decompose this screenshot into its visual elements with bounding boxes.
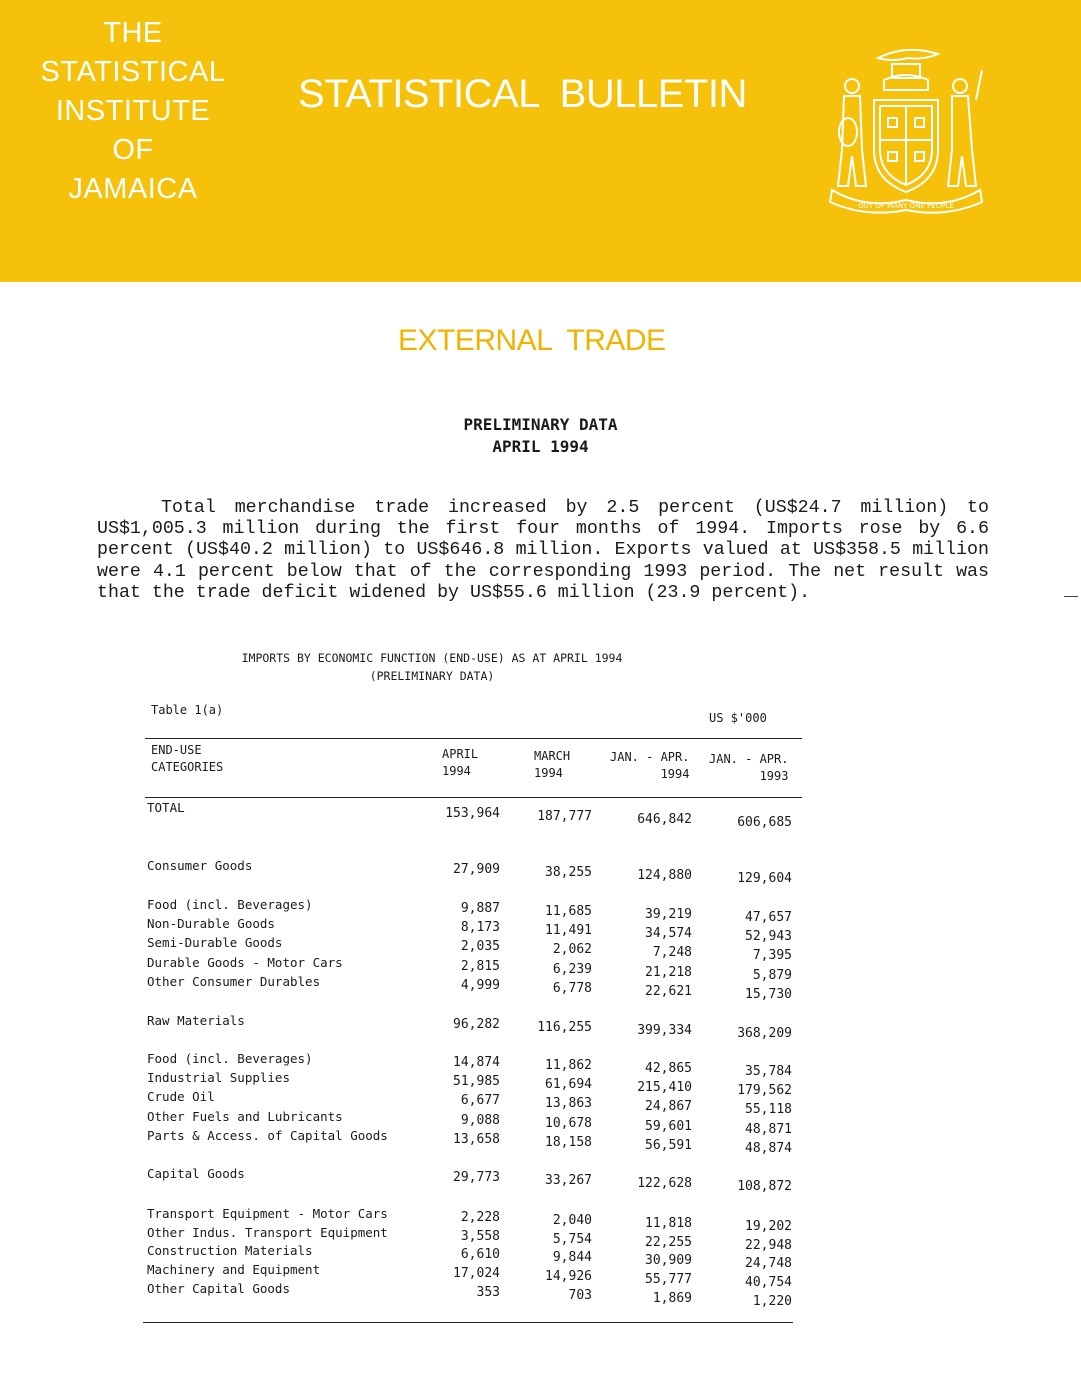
cell-value: 40,754 — [745, 1275, 792, 1290]
cell-value: 24,867 — [645, 1099, 692, 1114]
cell-value: 22,948 — [745, 1238, 792, 1253]
cell-value: 703 — [568, 1288, 592, 1303]
cell-value: 6,610 — [460, 1247, 500, 1262]
header-april-1994 — [442, 746, 478, 780]
cell-value: 22,255 — [645, 1235, 692, 1250]
bulletin-title: STATISTICAL BULLETIN — [298, 72, 747, 116]
cell-value: 2,035 — [460, 939, 500, 954]
header-text: JAN. - APR. — [610, 750, 690, 764]
cell-value: 3,558 — [460, 1229, 500, 1244]
cell-value: 368,209 — [737, 1026, 792, 1041]
row-label: Other Indus. Transport Equipment — [147, 1225, 388, 1240]
header-text: CATEGORIES — [151, 760, 224, 774]
cell-value: 124,880 — [637, 868, 692, 883]
table-top-rule — [145, 738, 802, 739]
preliminary-label: PRELIMINARY DATA — [463, 415, 618, 434]
row-label: Durable Goods - Motor Cars — [147, 955, 343, 970]
cell-value: 6,239 — [552, 962, 592, 977]
cell-value: 52,943 — [745, 929, 792, 944]
header-category — [151, 742, 223, 776]
cell-value: 11,818 — [645, 1216, 692, 1231]
cell-value: 55,777 — [645, 1272, 692, 1287]
cell-value: 7,395 — [752, 948, 792, 963]
cell-value: 29,773 — [453, 1170, 500, 1185]
cell-value: 96,282 — [453, 1017, 500, 1032]
cell-value: 646,842 — [637, 812, 692, 827]
cell-value: 11,491 — [545, 923, 592, 938]
institute-line: OF — [112, 134, 154, 166]
header-text: APRIL — [442, 747, 479, 761]
cell-value: 8,173 — [460, 920, 500, 935]
cell-value: 2,228 — [460, 1210, 500, 1225]
cell-value: 48,874 — [745, 1141, 792, 1156]
row-label: Machinery and Equipment — [147, 1262, 321, 1277]
row-label: Food (incl. Beverages) — [147, 1051, 313, 1066]
header-jan-apr-1993 — [709, 751, 788, 785]
cell-value: 353 — [476, 1285, 500, 1300]
header-text: JAN. - APR. — [709, 752, 789, 766]
row-label: Capital Goods — [147, 1166, 245, 1181]
row-label: Transport Equipment - Motor Cars — [147, 1206, 388, 1221]
cell-value: 153,964 — [445, 806, 500, 821]
cell-value: 6,778 — [552, 981, 592, 996]
row-label: Parts & Access. of Capital Goods — [147, 1128, 388, 1143]
institute-line: THE — [103, 17, 163, 49]
cell-value: 11,685 — [545, 904, 592, 919]
cell-value: 15,730 — [745, 987, 792, 1002]
page-edge-mark — [1064, 596, 1078, 597]
header-text: 1994 — [660, 767, 690, 781]
header-text: MARCH — [534, 749, 571, 763]
cell-value: 122,628 — [637, 1176, 692, 1191]
cell-value: 51,985 — [453, 1074, 500, 1089]
cell-value: 399,334 — [637, 1023, 692, 1038]
cell-value: 215,410 — [637, 1080, 692, 1095]
cell-value: 59,601 — [645, 1119, 692, 1134]
row-label: Other Capital Goods — [147, 1281, 290, 1296]
row-label: Non-Durable Goods — [147, 916, 275, 931]
cell-value: 4,999 — [460, 978, 500, 993]
row-label: Other Consumer Durables — [147, 974, 321, 989]
table-subcaption: (PRELIMINARY DATA) — [369, 669, 495, 683]
cell-value: 35,784 — [745, 1064, 792, 1079]
coat-of-arms-icon — [826, 40, 986, 215]
cell-value: 27,909 — [453, 862, 500, 877]
row-label: Consumer Goods — [147, 858, 253, 873]
table-bottom-rule — [143, 1322, 793, 1323]
cell-value: 30,909 — [645, 1253, 692, 1268]
cell-value: 18,158 — [545, 1135, 592, 1150]
cell-value: 14,926 — [545, 1269, 592, 1284]
row-label: Industrial Supplies — [147, 1070, 290, 1085]
header-text: 1994 — [442, 764, 471, 778]
cell-value: 38,255 — [545, 865, 592, 880]
cell-value: 2,062 — [552, 942, 592, 957]
header-jan-apr-1994 — [610, 749, 689, 783]
header-text: END-USE — [151, 743, 202, 757]
cell-value: 33,267 — [545, 1173, 592, 1188]
cell-value: 1,869 — [652, 1291, 692, 1306]
cell-value: 5,879 — [752, 968, 792, 983]
row-label: Food (incl. Beverages) — [147, 897, 313, 912]
cell-value: 34,574 — [645, 926, 692, 941]
cell-value: 14,874 — [453, 1055, 500, 1070]
cell-value: 61,694 — [545, 1077, 592, 1092]
cell-value: 9,887 — [460, 901, 500, 916]
institute-line: STATISTICAL — [40, 56, 226, 88]
cell-value: 6,677 — [460, 1093, 500, 1108]
cell-value: 55,118 — [745, 1102, 792, 1117]
summary-paragraph — [97, 498, 989, 604]
cell-value: 13,863 — [545, 1096, 592, 1111]
table-caption: IMPORTS BY ECONOMIC FUNCTION (END-USE) AS AT APRIL 1994 — [241, 651, 623, 665]
row-label: Raw Materials — [147, 1013, 245, 1028]
cell-value: 2,815 — [460, 959, 500, 974]
cell-value: 9,088 — [460, 1113, 500, 1128]
cell-value: 42,865 — [645, 1061, 692, 1076]
table-unit: US $'000 — [709, 711, 767, 725]
cell-value: 13,658 — [453, 1132, 500, 1147]
cell-value: 9,844 — [552, 1250, 592, 1265]
cell-value: 48,871 — [745, 1122, 792, 1137]
cell-value: 7,248 — [652, 945, 692, 960]
cell-value: 47,657 — [745, 910, 792, 925]
institute-name — [28, 14, 238, 209]
cell-value: 10,678 — [545, 1116, 592, 1131]
cell-value: 5,754 — [552, 1232, 592, 1247]
summary-text: Total merchandise trade increased by 2.5 percent (US$24.7 million) to US$1,005.3 million during the first four months of 1994. Imports rose by 6.6 percent (US$40.2 million) to US$646.8 million. Exports valued at US$358.5 million were 4.1 percent below that of the corresponding 1993 period. The net result was that the trade deficit widened by US$55.6 million (23.9 percent). — [97, 498, 989, 603]
row-label: Crude Oil — [147, 1089, 215, 1104]
row-label: TOTAL — [147, 800, 185, 815]
header-text: 1993 — [759, 769, 789, 783]
cell-value: 17,024 — [453, 1266, 500, 1281]
header-banner — [0, 0, 1081, 282]
cell-value: 21,218 — [645, 965, 692, 980]
cell-value: 22,621 — [645, 984, 692, 999]
cell-value: 56,591 — [645, 1138, 692, 1153]
crest-motto: OUT OF MANY ONE PEOPLE — [858, 202, 954, 210]
cell-value: 1,220 — [752, 1294, 792, 1309]
cell-value: 19,202 — [745, 1219, 792, 1234]
institute-line: JAMAICA — [68, 173, 198, 205]
header-march-1994 — [534, 748, 570, 782]
cell-value: 606,685 — [737, 815, 792, 830]
institute-line: INSTITUTE — [55, 95, 211, 127]
cell-value: 179,562 — [737, 1083, 792, 1098]
row-label: Semi-Durable Goods — [147, 935, 283, 950]
cell-value: 11,862 — [545, 1058, 592, 1073]
table-header-rule — [145, 797, 802, 798]
cell-value: 108,872 — [737, 1179, 792, 1194]
header-text: 1994 — [534, 766, 563, 780]
cell-value: 116,255 — [537, 1020, 592, 1035]
section-title: EXTERNAL TRADE — [398, 324, 666, 357]
cell-value: 129,604 — [737, 871, 792, 886]
cell-value: 187,777 — [537, 809, 592, 824]
cell-value: 24,748 — [745, 1256, 792, 1271]
table-label: Table 1(a) — [151, 703, 224, 717]
row-label: Other Fuels and Lubricants — [147, 1109, 343, 1124]
cell-value: 39,219 — [645, 907, 692, 922]
date-label: APRIL 1994 — [492, 437, 589, 456]
row-label: Construction Materials — [147, 1243, 313, 1258]
cell-value: 2,040 — [552, 1213, 592, 1228]
